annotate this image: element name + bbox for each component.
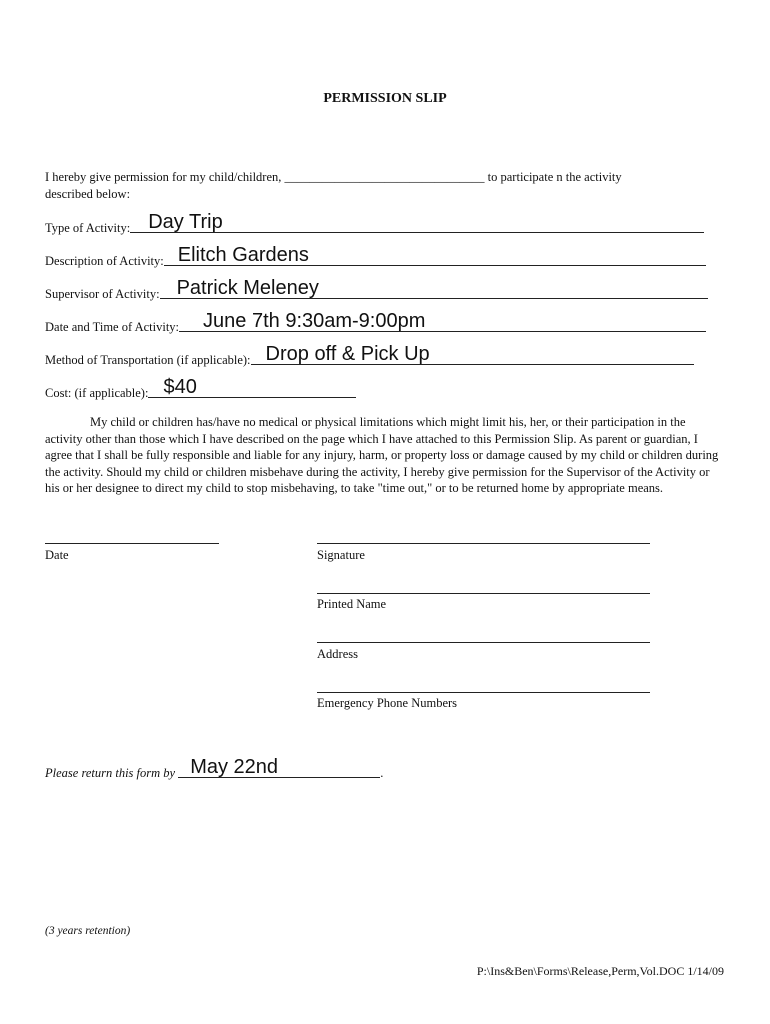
return-period: . <box>380 765 384 780</box>
description-of-activity-input[interactable] <box>164 244 706 266</box>
intro-text <box>45 169 735 202</box>
return-by-row <box>45 756 384 781</box>
return-label: Please return this form by <box>45 765 176 780</box>
field-label: Description of Activity: <box>45 253 164 268</box>
page-title: PERMISSION SLIP <box>323 91 447 106</box>
field-date-time-of-activity <box>45 310 706 335</box>
child-name-blank[interactable]: ________________________________ <box>284 170 485 184</box>
handwritten-value: June 7th 9:30am-9:00pm <box>203 310 426 332</box>
address-line[interactable] <box>317 642 650 643</box>
handwritten-value: Drop off & Pick Up <box>265 343 430 365</box>
date-signature-line[interactable] <box>45 543 219 544</box>
date-caption: Date <box>45 548 69 562</box>
address-caption: Address <box>317 647 358 661</box>
date-time-of-activity-input[interactable] <box>179 310 706 332</box>
field-label: Supervisor of Activity: <box>45 286 160 301</box>
file-path-footer: P:\Ins&Ben\Forms\Release,Perm,Vol.DOC 1/14/09 <box>476 964 724 978</box>
emergency-phone-line[interactable] <box>317 692 650 693</box>
field-transportation <box>45 343 694 368</box>
handwritten-value: Day Trip <box>148 211 223 233</box>
signature-caption: Signature <box>317 548 365 562</box>
printed-name-line[interactable] <box>317 593 650 594</box>
field-label: Type of Activity: <box>45 220 131 235</box>
transportation-input[interactable] <box>251 343 694 365</box>
handwritten-value: Patrick Meleney <box>176 277 319 299</box>
liability-paragraph: My child or children has/have no medical or physical limitations which might limit his, her, or their participation in the activity other than those which I have described on the page which I have attached to this Permission Slip. As parent or guardian, I agree that I shall be fully responsible and liable for any injury, harm, or property loss or damage caused by my child or children during the activity. Should my child or children misbehave during the activity, I hereby give permission for the Supervisor of the Activity or his or her designee to direct my child to stop misbehaving, to take "time out," or to be returned home by appropriate means. <box>45 415 719 495</box>
signature-line[interactable] <box>317 543 650 544</box>
retention-note: (3 years retention) <box>45 925 131 937</box>
type-of-activity-input[interactable] <box>130 211 704 233</box>
field-label: Method of Transportation (if applicable): <box>45 352 251 367</box>
field-label: Cost: (if applicable): <box>45 385 149 400</box>
supervisor-of-activity-input[interactable] <box>160 277 708 299</box>
field-description-of-activity <box>45 244 706 269</box>
intro-line-1 <box>45 169 735 186</box>
field-type-of-activity <box>45 211 704 236</box>
handwritten-value: May 22nd <box>190 756 279 778</box>
return-date-input[interactable] <box>178 756 380 778</box>
emergency-phone-caption: Emergency Phone Numbers <box>317 696 458 710</box>
handwritten-value: Elitch Gardens <box>177 244 309 266</box>
printed-name-caption: Printed Name <box>317 597 387 611</box>
handwritten-value: $40 <box>163 376 197 398</box>
intro-prefix: I hereby give permission for my child/children, <box>45 170 282 184</box>
field-label: Date and Time of Activity: <box>45 319 180 334</box>
intro-line-2: described below: <box>45 186 131 201</box>
intro-suffix: to participate n the activity <box>487 170 622 184</box>
field-cost <box>45 376 356 401</box>
field-supervisor-of-activity <box>45 277 708 302</box>
cost-input[interactable] <box>148 376 356 398</box>
